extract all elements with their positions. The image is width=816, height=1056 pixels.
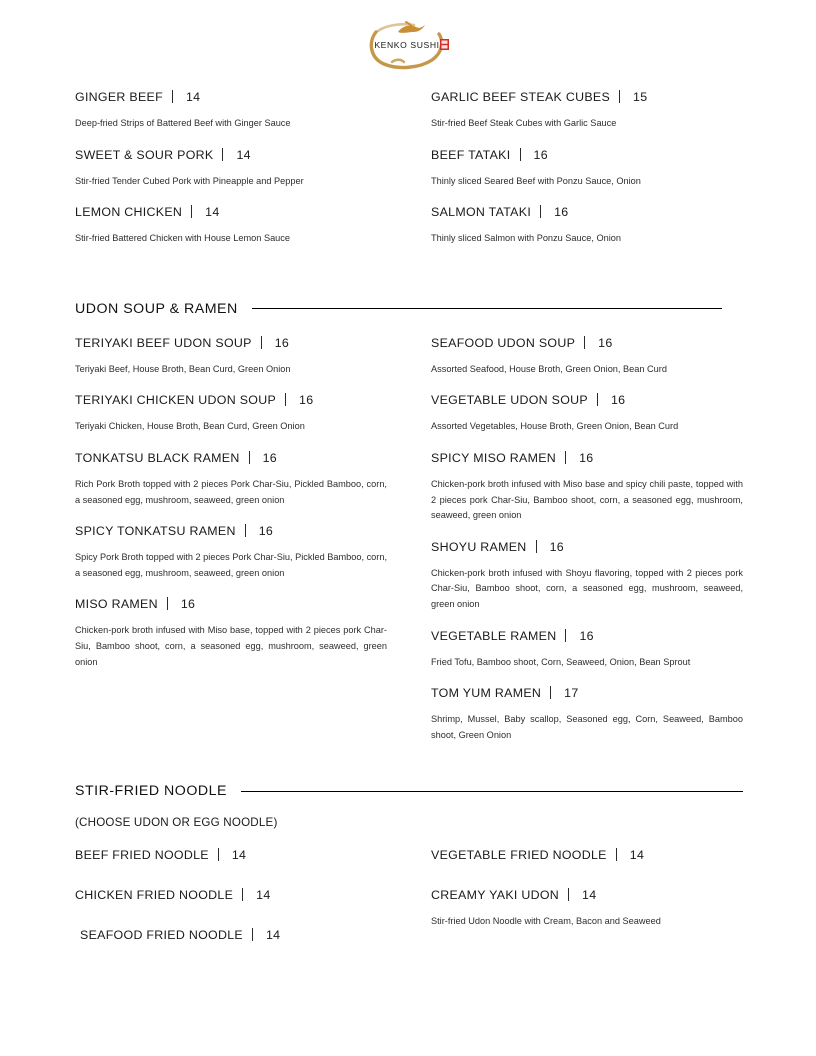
price-separator xyxy=(619,90,620,103)
price-separator xyxy=(218,848,219,861)
price-separator xyxy=(568,888,569,901)
menu-item-description: Spicy Pork Broth topped with 2 pieces Pork Char-Siu, Pickled Bamboo, corn, a seasoned egg, mushroom, seaweed, green onion xyxy=(75,552,388,578)
item-price: 14 xyxy=(236,147,251,162)
item-label: VEGETABLE UDON SOUP xyxy=(431,393,588,408)
item-label: CHICKEN FRIED NOODLE xyxy=(75,888,234,903)
menu-item-name[interactable] xyxy=(431,684,743,701)
item-label: LEMON CHICKEN xyxy=(75,205,183,220)
menu-item-name[interactable] xyxy=(75,846,387,863)
menu-item-name[interactable] xyxy=(431,391,743,408)
menu-item-description: Stir-fried Tender Cubed Pork with Pineapple and Pepper xyxy=(75,175,304,186)
column-right xyxy=(431,88,743,261)
section-title: STIR-FRIED NOODLE xyxy=(75,783,227,800)
item-price: 16 xyxy=(274,335,290,350)
item-price: 16 xyxy=(598,335,613,350)
menu-item-name[interactable] xyxy=(75,595,387,612)
price-separator xyxy=(565,629,566,642)
item-label: TOM YUM RAMEN xyxy=(431,686,542,701)
menu-item-name[interactable] xyxy=(431,203,743,220)
menu-item-description: Chicken-pork broth infused with Miso base, topped with 2 pieces pork Char-Siu, Bamboo shoot, corn, a seasoned egg, mushroom, seaweed, green onion xyxy=(75,625,387,667)
item-label: SPICY MISO RAMEN xyxy=(431,450,557,465)
item-label: CREAMY YAKI UDON xyxy=(431,888,560,903)
menu-item-name[interactable] xyxy=(431,538,743,555)
item-label: MISO RAMEN xyxy=(75,597,158,612)
logo-artwork xyxy=(362,18,454,70)
section-divider xyxy=(252,308,722,309)
menu-item-description: Deep-fried Strips of Battered Beef with Ginger Sauce xyxy=(75,118,291,128)
section-header-udon-soup-ramen xyxy=(75,301,746,317)
price-separator xyxy=(242,888,243,901)
item-price: 14 xyxy=(629,848,645,863)
item-label: SHOYU RAMEN xyxy=(431,539,527,554)
price-separator xyxy=(540,205,541,218)
price-separator xyxy=(261,336,262,349)
section-top-entrees xyxy=(75,88,746,261)
column-left xyxy=(75,846,387,954)
menu-item-name[interactable] xyxy=(431,88,743,105)
menu-item-name[interactable] xyxy=(431,886,743,903)
menu-item-name[interactable] xyxy=(75,926,387,943)
price-separator xyxy=(520,148,521,161)
menu-item-name[interactable] xyxy=(75,146,387,163)
item-price: 14 xyxy=(185,90,201,104)
item-price: 16 xyxy=(610,393,626,408)
price-separator xyxy=(245,524,246,537)
section-stir-fried-noodle xyxy=(75,846,746,954)
menu-item-description: Teriyaki Beef, House Broth, Bean Curd, Green Onion xyxy=(75,363,291,374)
section-title: UDON SOUP & RAMEN xyxy=(75,300,238,317)
column-right xyxy=(431,334,743,758)
section-divider xyxy=(241,791,743,792)
item-price: 16 xyxy=(554,205,569,220)
item-label: SWEET & SOUR PORK xyxy=(75,147,214,162)
logo-brand-text: KENKO SUSHI xyxy=(374,40,440,50)
price-separator xyxy=(565,451,566,464)
item-label: TERIYAKI BEEF UDON SOUP xyxy=(75,335,252,350)
item-price: 14 xyxy=(582,888,597,903)
menu-item-description: Stir-fried Udon Noodle with Cream, Bacon and Seaweed xyxy=(431,916,661,927)
column-left xyxy=(75,334,387,758)
menu-item-name[interactable] xyxy=(75,522,387,539)
item-price: 16 xyxy=(258,524,274,539)
item-label: TONKATSU BLACK RAMEN xyxy=(75,450,240,465)
menu-page xyxy=(0,88,816,954)
menu-item-description: Fried Tofu, Bamboo shoot, Corn, Seaweed, Onion, Bean Sprout xyxy=(431,656,691,667)
section-note: (CHOOSE UDON OR EGG NOODLE) xyxy=(75,816,278,830)
menu-item-description: Stir-fried Beef Steak Cubes with Garlic Sauce xyxy=(431,118,617,128)
price-separator xyxy=(252,928,253,941)
section-header-stir-fried-noodle xyxy=(75,783,746,799)
item-price: 16 xyxy=(299,393,314,408)
menu-item-description: Teriyaki Chicken, House Broth, Bean Curd, Green Onion xyxy=(75,421,305,432)
item-label: TERIYAKI CHICKEN UDON SOUP xyxy=(75,393,277,408)
item-price: 16 xyxy=(579,628,594,643)
item-price: 16 xyxy=(579,450,594,465)
menu-item-description: Chicken-pork broth infused with Shoyu flavoring, topped with 2 pieces pork Char-Siu, Bamboo shoot, corn, a seasoned egg, mushroom, seaweed, green onion xyxy=(431,567,743,609)
price-separator xyxy=(167,597,168,610)
menu-item-name[interactable] xyxy=(431,449,743,466)
menu-item-description: Thinly sliced Salmon with Ponzu Sauce, Onion xyxy=(431,233,621,244)
item-price: 17 xyxy=(564,686,579,701)
menu-item-description: Rich Pork Broth topped with 2 pieces Pork Char-Siu, Pickled Bamboo, corn, a seasoned egg, mushroom, seaweed, green onion xyxy=(75,478,387,505)
item-label: SEAFOOD UDON SOUP xyxy=(431,335,576,350)
item-price: 14 xyxy=(231,848,247,863)
menu-item-name[interactable] xyxy=(75,203,387,220)
menu-item-name[interactable] xyxy=(431,627,743,644)
menu-item-description: Assorted Seafood, House Broth, Green Onion, Bean Curd xyxy=(431,363,667,374)
item-price: 16 xyxy=(549,539,564,554)
menu-item-description: Shrimp, Mussel, Baby scallop, Seasoned egg, Corn, Seaweed, Bamboo shoot, Green Onion xyxy=(431,714,743,740)
menu-item-description: Thinly sliced Seared Beef with Ponzu Sauce, Onion xyxy=(431,175,641,186)
logo-band xyxy=(0,0,816,88)
menu-item-description: Stir-fried Battered Chicken with House Lemon Sauce xyxy=(75,233,290,244)
column-right xyxy=(431,846,743,954)
item-label: SEAFOOD FRIED NOODLE xyxy=(80,928,243,943)
section-udon-soup-ramen xyxy=(75,334,746,758)
price-separator xyxy=(172,90,173,103)
item-label: BEEF FRIED NOODLE xyxy=(75,848,209,863)
item-price: 15 xyxy=(633,90,648,104)
column-left xyxy=(75,88,387,261)
item-label: GINGER BEEF xyxy=(75,90,163,104)
kenko-sushi-logo xyxy=(362,18,454,70)
price-separator xyxy=(616,848,617,861)
item-price: 14 xyxy=(265,928,281,943)
price-separator xyxy=(550,686,551,699)
price-separator xyxy=(536,540,537,553)
menu-item-name[interactable] xyxy=(75,886,387,903)
menu-item-name[interactable] xyxy=(75,391,387,408)
menu-item-name[interactable] xyxy=(75,334,387,351)
menu-item-description: Chicken-pork broth infused with Miso base and spicy chili paste, topped with 2 pieces pork Char-Siu, Bamboo shoot, corn, a seasoned egg, mushroom, seaweed, green onion xyxy=(431,478,743,521)
item-price: 16 xyxy=(180,597,196,612)
item-label: BEEF TATAKI xyxy=(431,147,511,162)
menu-item-name[interactable] xyxy=(75,88,387,105)
price-separator xyxy=(249,451,250,464)
item-label: SPICY TONKATSU RAMEN xyxy=(75,524,236,539)
item-price: 16 xyxy=(533,147,548,162)
item-label: VEGETABLE FRIED NOODLE xyxy=(431,848,607,863)
price-separator xyxy=(285,393,286,406)
menu-item-description: Assorted Vegetables, House Broth, Green Onion, Bean Curd xyxy=(431,421,679,432)
price-separator xyxy=(584,336,585,349)
item-label: GARLIC BEEF STEAK CUBES xyxy=(431,90,611,104)
menu-item-name[interactable] xyxy=(431,334,743,351)
item-label: VEGETABLE RAMEN xyxy=(431,628,557,643)
price-separator xyxy=(222,148,223,161)
menu-item-name[interactable] xyxy=(431,146,743,163)
menu-item-name[interactable] xyxy=(75,449,387,466)
menu-item-name[interactable] xyxy=(431,846,743,863)
item-price: 14 xyxy=(205,205,220,220)
price-separator xyxy=(191,205,192,218)
price-separator xyxy=(597,393,598,406)
item-label: SALMON TATAKI xyxy=(431,205,532,220)
item-price: 14 xyxy=(256,888,271,903)
item-price: 16 xyxy=(262,450,277,465)
